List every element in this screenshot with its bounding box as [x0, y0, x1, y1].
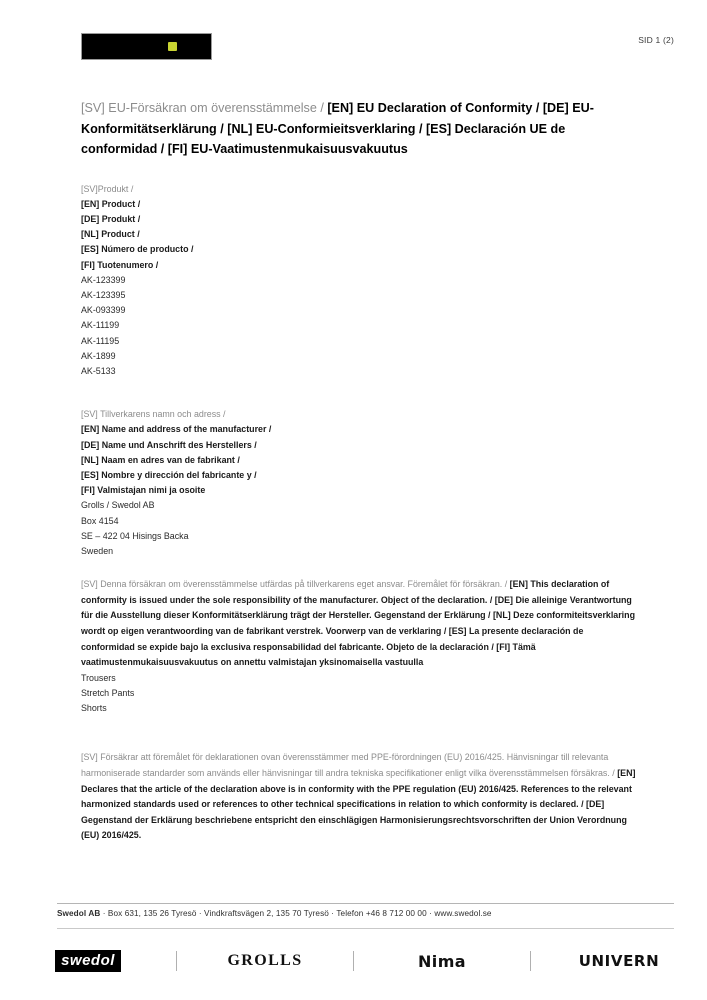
product-label-nl: [NL] Product / [81, 229, 140, 240]
conformity-paragraph [81, 750, 637, 844]
responsibility-rest: [EN] This declaration of conformity is issued under the sole responsibility of the manufacturer. Object of the declaration. / [DE] Die alleinige Verantwortung für die Ausstellung dieser Konformitätserklärung trägt der Hersteller. Gegenstand der Erklärung / [NL] Deze conformiteitsverklaring wordt op eigen verantwoording van de fabrikant verstrek. Voorwerp van de verklaring / [ES] La presente declaración de conformidad se expide bajo la exclusiva responsabilidad del fabricante. Objeto de la declaración / [FI] Tämä vaatimustenmukaisuusvakuutus on annettu valmistajan yksinomaisella vastuulla [81, 579, 635, 668]
section-spacer [81, 716, 637, 750]
page-title-sv: [SV] EU-Försäkran om överensstämmelse / [81, 101, 328, 115]
product-number: AK-1899 [81, 350, 116, 361]
product-label-sv: [SV]Produkt / [81, 183, 134, 194]
footer-divider-bottom [57, 928, 674, 929]
grolls-brand-logo: GROLLS [227, 952, 303, 969]
conformity-section [81, 750, 637, 844]
footer-divider-top [57, 903, 674, 904]
manufacturer-address-line: SE – 422 04 Hisings Backa [81, 530, 189, 541]
declared-item: Stretch Pants [81, 687, 135, 698]
swedol-logo-mark [81, 33, 212, 60]
page-number: SID 1 (2) [638, 35, 674, 45]
manufacturer-section [81, 407, 637, 559]
logo-cell-univern [531, 938, 707, 984]
manufacturer-label-sv: [SV] Tillverkarens namn och adress / [81, 409, 226, 420]
conformity-rest: [EN] Declares that the article of the declaration above is in conformity with the PPE regulation (EU) 2016/425. References to the relevant harmonized standards used or references to other technical specifications in relation to which conformity is declared. / [DE] Gegenstand der Erklärung beschriebene entspricht den einschlägigen Harmonisierungsrechtsvorschriften der Union Verordnung (EU) 2016/425. [81, 767, 636, 841]
logo-accent-square [168, 42, 177, 51]
manufacturer-label-es: [ES] Nombre y dirección del fabricante y / [81, 469, 257, 480]
product-section [81, 182, 637, 380]
manufacturer-label-de: [DE] Name und Anschrift des Herstellers / [81, 439, 257, 450]
manufacturer-label-fi: [FI] Valmistajan nimi ja osoite [81, 485, 206, 496]
product-label-fi: [FI] Tuotenumero / [81, 259, 159, 270]
product-label-en: [EN] Product / [81, 198, 141, 209]
document-content [81, 98, 637, 844]
manufacturer-label-en: [EN] Name and address of the manufacturer / [81, 424, 272, 435]
product-label-de: [DE] Produkt / [81, 213, 141, 224]
logo-cell-swedol [0, 938, 176, 984]
responsibility-paragraph [81, 577, 637, 671]
manufacturer-address-line: Box 4154 [81, 515, 119, 526]
univern-brand-logo: UNIVERN [578, 952, 660, 970]
product-number: AK-11199 [81, 320, 120, 331]
logo-cell-nima [354, 938, 530, 984]
product-number: AK-11195 [81, 335, 120, 346]
page-title-rest: [EN] EU Declaration of Conformity / [DE] EU-Konformitätserklärung / [NL] EU-Conformieitsverklaring / [ES] Declaración UE de conformidad / [FI] EU-Vaatimustenmukaisuusvakuutus [81, 101, 594, 156]
logo-cell-grolls [177, 938, 353, 984]
manufacturer-address-line: Sweden [81, 545, 114, 556]
page-title [81, 98, 637, 160]
brand-logo-strip [0, 938, 707, 984]
nima-brand-logo: Nima [418, 951, 466, 971]
footer-contact-line [57, 909, 492, 918]
product-number: AK-5133 [81, 365, 116, 376]
section-spacer [81, 559, 637, 577]
section-spacer [81, 379, 637, 407]
footer-company-name: Swedol AB [57, 909, 101, 918]
responsibility-sv: [SV] Denna försäkran om överensstämmelse utfärdas på tillverkarens eget ansvar. Föremålet för försäkran. / [81, 579, 510, 590]
declared-item: Shorts [81, 703, 107, 714]
responsibility-section [81, 577, 637, 716]
conformity-sv: [SV] Försäkrar att föremålet för deklarationen ovan överensstämmer med PPE-förordningen (EU) 2016/425. Hänvisningar till relevanta harmoniserade standarder som används eller hänvisningar till andra tekniska specifikationer enligt vilka överensstämmelsen försäkras. / [81, 752, 618, 778]
declared-item: Trousers [81, 672, 116, 683]
product-number: AK-093399 [81, 305, 126, 316]
footer-company-details: · Box 631, 135 26 Tyresö · Vindkraftsvägen 2, 135 70 Tyresö · Telefon +46 8 712 00 00 · www.swedol.se [100, 909, 492, 918]
manufacturer-label-nl: [NL] Naam en adres van de fabrikant / [81, 454, 240, 465]
swedol-brand-logo: swedol [55, 950, 121, 972]
product-number: AK-123395 [81, 289, 126, 300]
product-label-es: [ES] Número de producto / [81, 244, 194, 255]
page-header [0, 0, 707, 86]
manufacturer-address-line: Grolls / Swedol AB [81, 500, 155, 511]
product-number: AK-123399 [81, 274, 126, 285]
